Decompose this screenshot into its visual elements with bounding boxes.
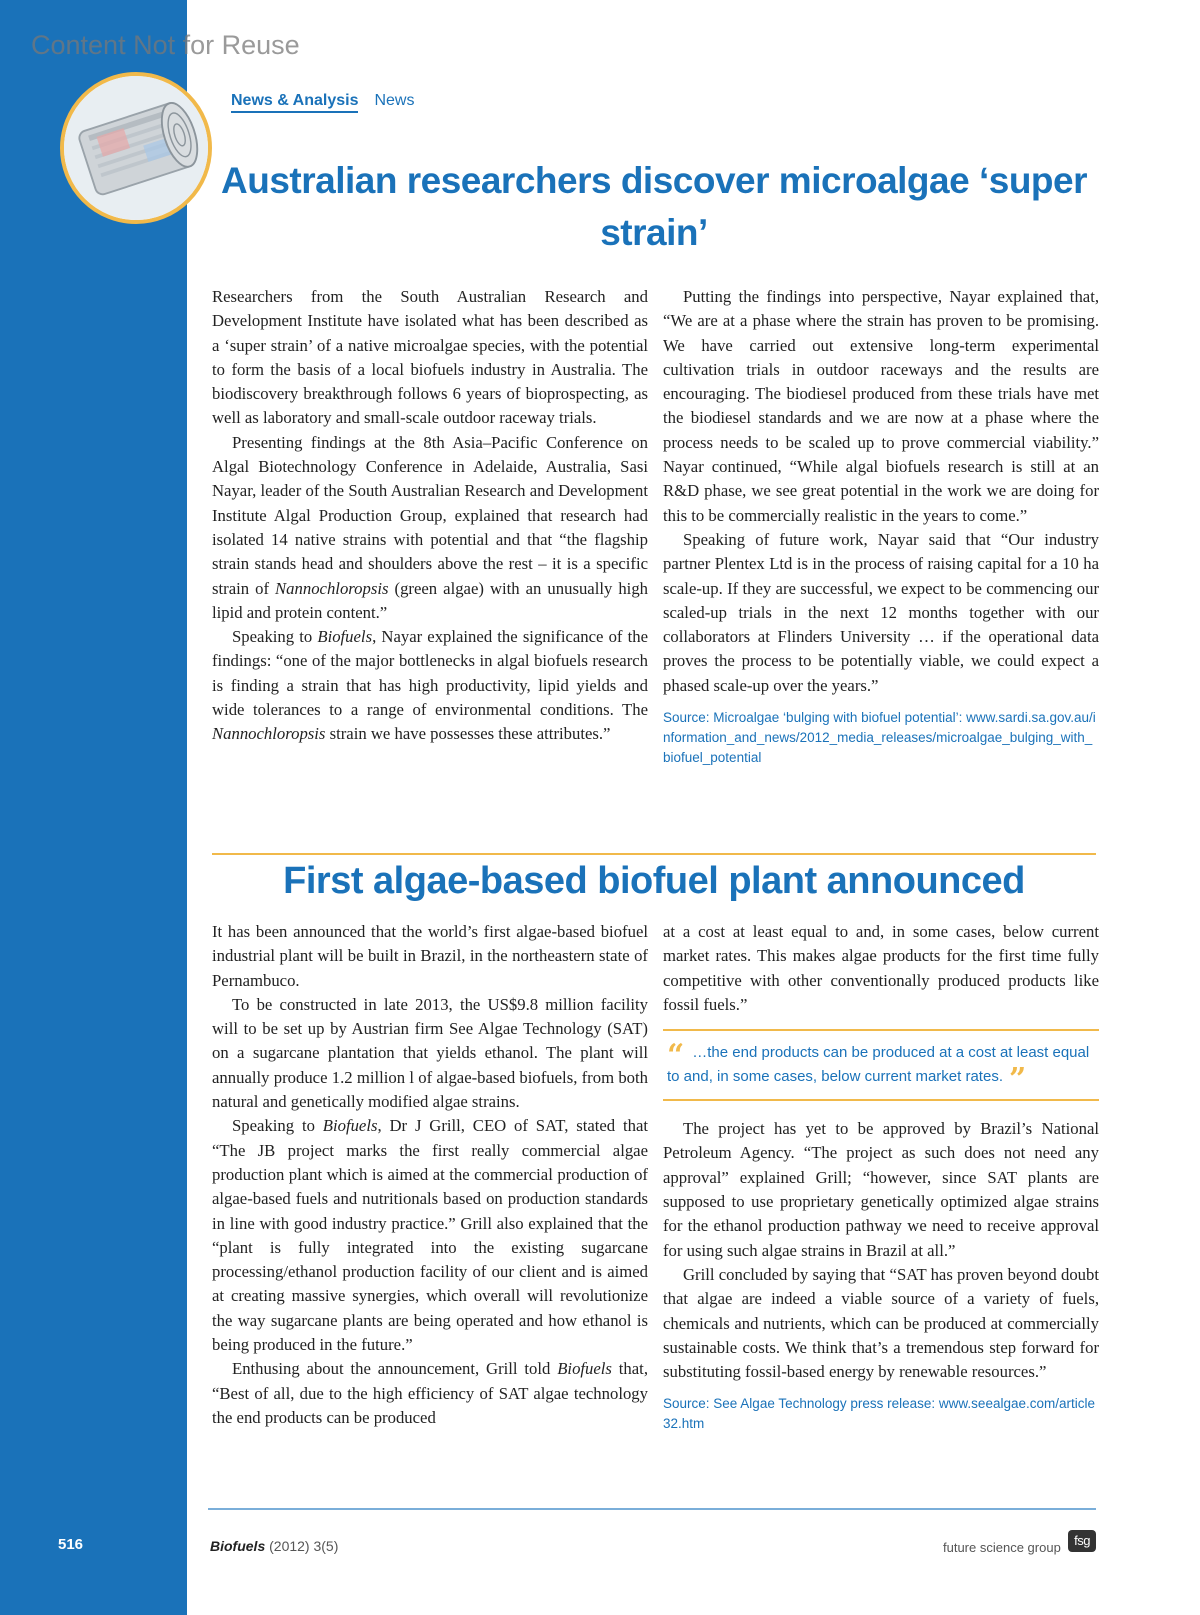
article2-column-2: [663, 920, 1099, 1434]
article1-source: Source: Microalgae ‘bulging with biofuel potential’: www.sardi.sa.gov.au/information_and_news/2012_media_releases/microalgae_bulging_with_biofuel_potential: [663, 710, 1096, 766]
species-name: Nannochloropsis: [212, 724, 326, 744]
close-quote-icon: ”: [1008, 1062, 1027, 1098]
article1-paragraph: Presenting findings at the 8th Asia–Pacific Conference on Algal Biotechnology Conference in Adelaide, Australia, Sasi Nayar, leader of the South Australian Research and Development Institute Algal Production Group, explained that research had isolated 14 native strains with potential and that “the flagship strain stands head and shoulders above the rest – it is a specific strain of Nannochloropsis (green algae) with an unusually high lipid and protein content.”: [212, 432, 649, 622]
section-nav: [231, 92, 414, 110]
article2-paragraph: at a cost at least equal to and, in some cases, below current market rates. This makes algae products for the first time fully competitive with other conventionally produced products like fossil fuels.”: [663, 922, 1099, 1014]
publisher-name: future science group: [943, 1540, 1061, 1555]
article2-paragraph: To be constructed in late 2013, the US$9.8 million facility will to be set up by Austrian firm See Algae Technology (SAT) on a sugarcane plantation that yields ethanol. The plant will annually produce 1.2 million l of algae-based biofuels, from both natural and genetically modified algae strains.: [212, 994, 648, 1112]
journal-name: Biofuels: [210, 1538, 266, 1554]
citation: (2012) 3(5): [269, 1538, 339, 1554]
article2-paragraph: The project has yet to be approved by Brazil’s National Petroleum Agency. “The project as such does not need any approval” explained Grill; “however, since SAT plants are supposed to use proprietary genetically optimized algae strains for the ethanol production pathway we need to receive approval for using such algae strains in Brazil at all.”: [663, 1119, 1099, 1260]
species-name: Nannochloropsis: [275, 578, 389, 598]
article2-paragraph: Grill concluded by saying that “SAT has proven beyond doubt that algae are indeed a viable source of a variety of fuels, chemicals and nutrients, which can be produced at commercially sustainable costs. We think that’s a tremendous step forward for substituting fossil-based energy by renewable resources.”: [663, 1264, 1099, 1382]
article1-paragraph: Speaking of future work, Nayar said that “Our industry partner Plentex Ltd is in the process of raising capital for a 10 ha scale-up. If they are successful, we expect to be commencing our scaled-up trials in the next 12 months together with our collaborators at Flinders University … if the operational data proves the process to be potentially viable, we could expect a phased scale-up over the years.”: [663, 529, 1099, 695]
journal-name: Biofuels: [322, 1116, 378, 1136]
article1-column-2: [663, 285, 1099, 768]
article2-paragraph: Speaking to Biofuels, Dr J Grill, CEO of SAT, stated that “The JB project marks the first really commercial algae production plant which is aimed at the commercial production of algae-based fuels and nutritionals based on production standards in line with good industry practice.” Grill also explained that the “plant is fully integrated into the existing sugarcane processing/ethanol production facility of our client and is aimed at creating massive synergies, which overall will revolutionize the way sugarcane plants are being operated and how ethanol is being produced in the future.”: [212, 1116, 649, 1355]
article2-column-1: [212, 920, 648, 1430]
article1-column-1: [212, 285, 648, 747]
article1-paragraph: Putting the findings into perspective, Nayar explained that, “We are at a phase where the strain has proven to be promising. We have carried out extensive long-term experimental cultivation trials in outdoor raceways and the results are encouraging. The biodiesel produced from these trials have met the biodiesel standards and we are now at a phase where the process needs to be scaled up to prove commercial viability.” Nayar continued, “While algal biofuels research is still at an R&D phase, we see great potential in the work we are doing for this to be commercially realistic in the years to come.”: [663, 287, 1099, 525]
journal-name: Biofuels: [317, 627, 373, 647]
section-label-news: News: [374, 92, 415, 109]
watermark: Content Not for Reuse: [31, 30, 300, 60]
section-label-news-analysis: News & Analysis: [231, 92, 358, 113]
article2-paragraph: Enthusing about the announcement, Grill told Biofuels that, “Best of all, due to the high efficiency of SAT algae technology the end products can be produced: [212, 1359, 648, 1427]
pull-quote-text: …the end products can be produced at a cost at least equal to and, in some cases, below current market rates.: [667, 1044, 1090, 1086]
article1-title: Australian researchers discover microalgae ‘super strain’: [221, 160, 1087, 253]
article2-paragraph: It has been announced that the world’s first algae-based biofuel industrial plant will be built in Brazil, in the northeastern state of Pernambuco.: [212, 922, 648, 990]
article2-title: First algae-based biofuel plant announced: [283, 860, 1025, 902]
pull-quote: [663, 1029, 1099, 1101]
article1-paragraph: Researchers from the South Australian Research and Development Institute have isolated what has been described as a ‘super strain’ of a native microalgae species, with the potential to form the basis of a local biofuels industry in Australia. The biodiscovery breakthrough follows 6 years of bioprospecting, as well as laboratory and small-scale outdoor raceway trials.: [212, 287, 648, 428]
newspaper-roll-icon: [60, 72, 212, 224]
article2-source: Source: See Algae Technology press release: www.seealgae.com/article32.htm: [663, 1396, 1095, 1432]
article1-paragraph: Speaking to Biofuels, Nayar explained the significance of the findings: “one of the major bottlenecks in algal biofuels research is finding a strain that has high productivity, lipid yields and wide tolerances to a range of environmental conditions. The Nannochloropsis strain we have possesses these attributes.”: [212, 627, 648, 744]
journal-citation: [210, 1538, 338, 1554]
publisher-logo: fsg: [1068, 1530, 1096, 1552]
page-number: 516: [58, 1536, 84, 1553]
footer-divider: [208, 1508, 1096, 1510]
left-sidebar: [0, 0, 187, 1615]
open-quote-icon: “: [667, 1038, 685, 1074]
journal-name: Biofuels: [557, 1359, 612, 1379]
article-divider: [212, 853, 1096, 855]
